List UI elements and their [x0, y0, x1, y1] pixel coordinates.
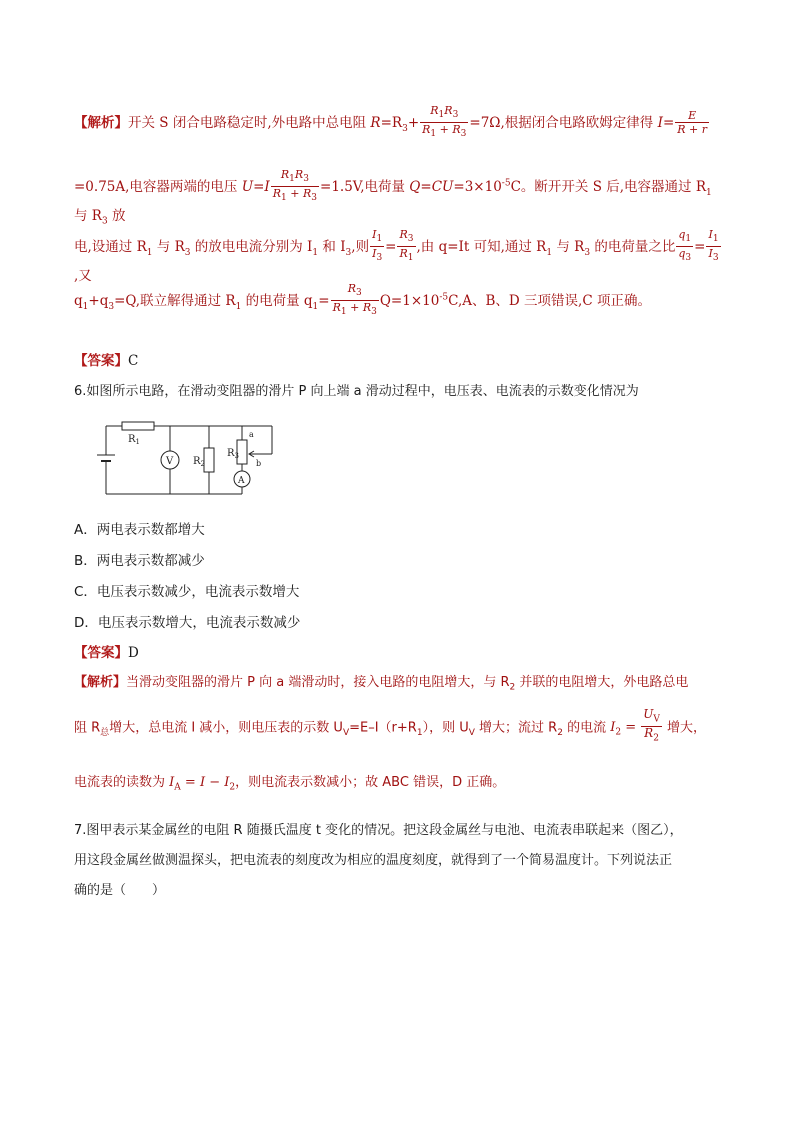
fraction-r1r3: $\frac{R_1R_3}{R_1 + R_3}$ — [422, 104, 467, 140]
analysis-block-2: 【解析】当滑动变阻器的滑片 P 向 a 端滑动时，接入电路的电阻增大，与 $R_2$ 并联的电阻增大，外电路总电 阻 $R_总$增大，总电流 I 减小，则电压表的示数 $U_V=E-I(r+R_1)$，则 $U_V$ 增大；流过 $R_2$ 的电流 $I_2$ = $\frac{U_V}{R_2}$ 增大， 电流表的读数为 $I_A = I - I_2$，则电流表示数减小；故 ABC 错误，D 正确。 — [74, 675, 707, 793]
resistor-r2 — [204, 448, 214, 472]
ammeter-label: A — [238, 476, 245, 486]
resistor-r1 — [122, 422, 154, 430]
r2-label: $R_2$ — [193, 456, 205, 468]
terminal-a-label: a — [249, 430, 254, 439]
fraction-r1r3-2: $\frac{R_1R_3}{R_1 + R_3}$ — [272, 168, 318, 204]
analysis-block-1: 【解析】开关 S 闭合电路稳定时,外电路中总电阻 $R=R_3+$ $\frac{R_1R_3}{R_1 + R_3}$ =7Ω,根据闭合电路欧姆定律得 I= $\frac{E}{R + r}$ =0.75A,电容器两端的电压 U=I $\frac{R_1R_3}{R_1 + R_3}$ =1.5V,电荷量 $Q=CU=3\times 10^{-5}C$。断开开关 S 后,电容器通过 $R_1$ 与 $R_3$ 放 电,设通过 $R_1$ 与 $R_3$ 的放电电流分别为 $I_1$ 和 $I_3$,则 $\frac{I_1}{I_3}$ = $\frac{R_3}{R_1}$ ,由 q=It 可知,通过 $R_1$ 与 $R_3$ 的电荷量之比 $\frac{q_1}{q_3}$ = $\frac{I_1}{I_3}$ ,又 $q_1+q_3=Q$,联立解得通过 $R_1$ 的电荷量 $q_1=$ $\frac{R_3}{R_1 + R_3}$ $Q=1\times 10^{-5}C,A$、B、D 三项错误,C 项正确。 — [74, 104, 719, 318]
analysis-label: 【解析】 — [74, 115, 128, 132]
circuit-diagram — [94, 418, 284, 508]
answer-line-2: 【答案】D — [74, 645, 139, 661]
option-a: A．两电表示数都增大 — [74, 522, 205, 538]
question-6-stem: 6.如图所示电路，在滑动变阻器的滑片 P 向上端 a 滑动过程中，电压表、电流表的示数变化情况为 — [74, 384, 639, 399]
r1-label: $R_1$ — [128, 434, 140, 446]
answer-line-1: 【答案】C — [74, 353, 139, 369]
option-d: D．电压表示数增大，电流表示数减少 — [74, 615, 301, 631]
voltmeter-label: V — [166, 456, 174, 467]
terminal-b-label: b — [256, 459, 262, 468]
r3-label: $R_3$ — [227, 448, 239, 460]
option-b: B．两电表示数都减少 — [74, 553, 205, 569]
question-7-stem: 7.图甲表示某金属丝的电阻 R 随摄氏温度 t 变化的情况。把这段金属丝与电池、电流表串联起来（图乙）， 用这段金属丝做测温探头，把电流表的刻度改为相应的温度刻度，就得到了一个简易温度计。下列说法正 确的是（ ） — [74, 823, 683, 898]
fraction-e-over-r: $\frac{E}{R + r}$ — [677, 109, 708, 137]
option-c: C．电压表示数减少，电流表示数增大 — [74, 584, 300, 600]
